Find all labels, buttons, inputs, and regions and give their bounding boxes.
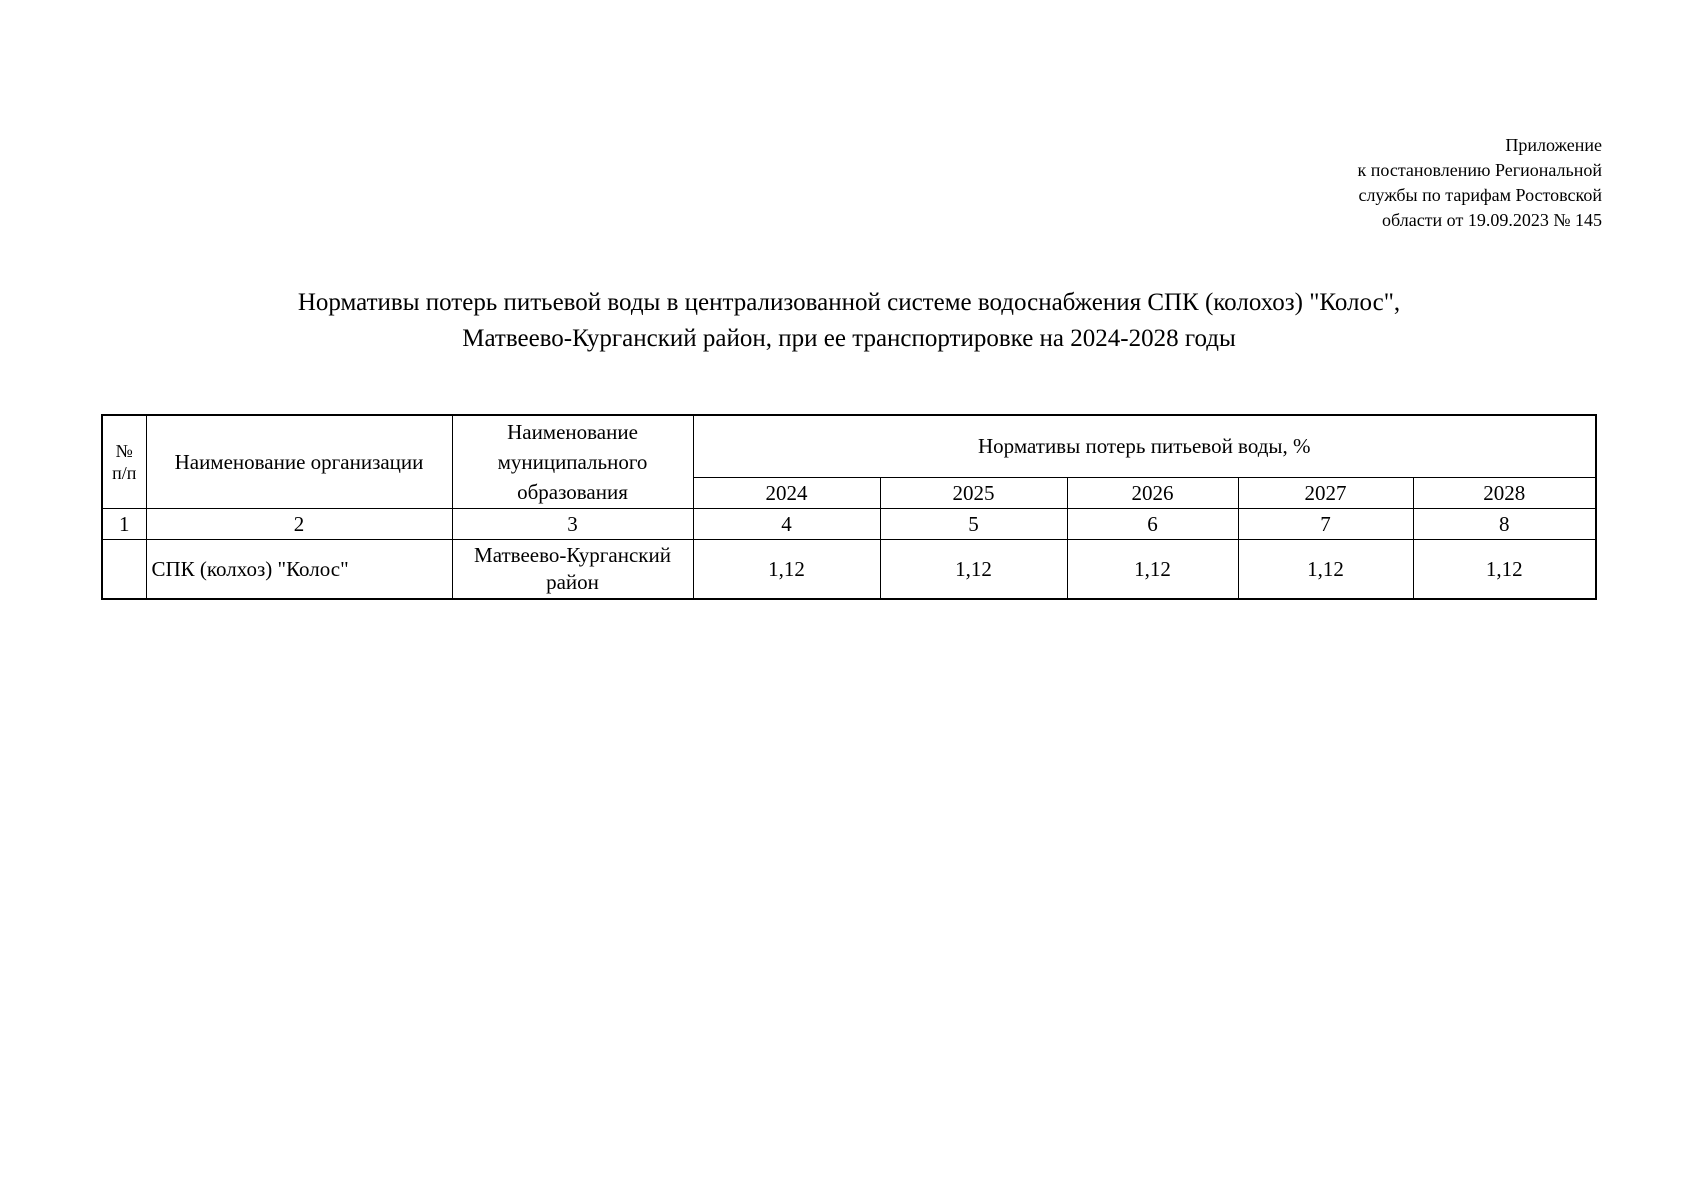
- header-year: 2024: [693, 477, 880, 508]
- column-number: 3: [452, 508, 693, 539]
- header-norms: Нормативы потерь питьевой воды, %: [693, 415, 1596, 477]
- header-year: 2028: [1413, 477, 1596, 508]
- column-numbers-row: [102, 508, 1596, 539]
- header-year: 2026: [1067, 477, 1238, 508]
- header-num-line-1: №: [115, 440, 133, 461]
- column-number: 6: [1067, 508, 1238, 539]
- header-row-1: [102, 415, 1596, 477]
- appendix-line-1: Приложение: [1505, 135, 1602, 155]
- norms-table: [101, 414, 1597, 600]
- column-number: 5: [880, 508, 1067, 539]
- appendix-line-3: службы по тарифам Ростовской: [1358, 185, 1602, 205]
- document-title: [0, 285, 1698, 357]
- row-value-2027: 1,12: [1238, 539, 1413, 599]
- header-mun: [452, 415, 693, 508]
- column-number: 2: [146, 508, 452, 539]
- header-num-line-2: п/п: [112, 462, 137, 483]
- row-mun: [452, 539, 693, 599]
- column-number: 8: [1413, 508, 1596, 539]
- column-number: 7: [1238, 508, 1413, 539]
- row-value-2026: 1,12: [1067, 539, 1238, 599]
- row-org: СПК (колхоз) "Колос": [146, 539, 452, 599]
- title-line-1: Нормативы потерь питьевой воды в централизованной системе водоснабжения СПК (колохоз) "Колос",: [297, 289, 1401, 316]
- appendix-line-2: к постановлению Региональной: [1357, 160, 1602, 180]
- row-value-2025: 1,12: [880, 539, 1067, 599]
- header-num: [102, 415, 146, 508]
- row-num: [102, 539, 146, 599]
- title-line-2: Матвеево-Курганский район, при ее транспортировке на 2024-2028 годы: [462, 325, 1236, 352]
- header-year: 2027: [1238, 477, 1413, 508]
- column-number: 4: [693, 508, 880, 539]
- row-value-2028: 1,12: [1413, 539, 1596, 599]
- appendix-line-4: области от 19.09.2023 № 145: [1382, 210, 1602, 230]
- table-row: [102, 539, 1596, 599]
- row-mun-line-1: Матвеево-Курганский: [474, 542, 671, 567]
- appendix-block: [1358, 133, 1603, 233]
- header-mun-line-1: Наименование: [507, 419, 638, 444]
- row-value-2024: 1,12: [693, 539, 880, 599]
- header-mun-line-3: образования: [517, 479, 628, 504]
- header-org: Наименование организации: [146, 415, 452, 508]
- column-number: 1: [102, 508, 146, 539]
- row-mun-line-2: район: [546, 569, 599, 594]
- header-mun-line-2: муниципального: [497, 449, 648, 474]
- header-year: 2025: [880, 477, 1067, 508]
